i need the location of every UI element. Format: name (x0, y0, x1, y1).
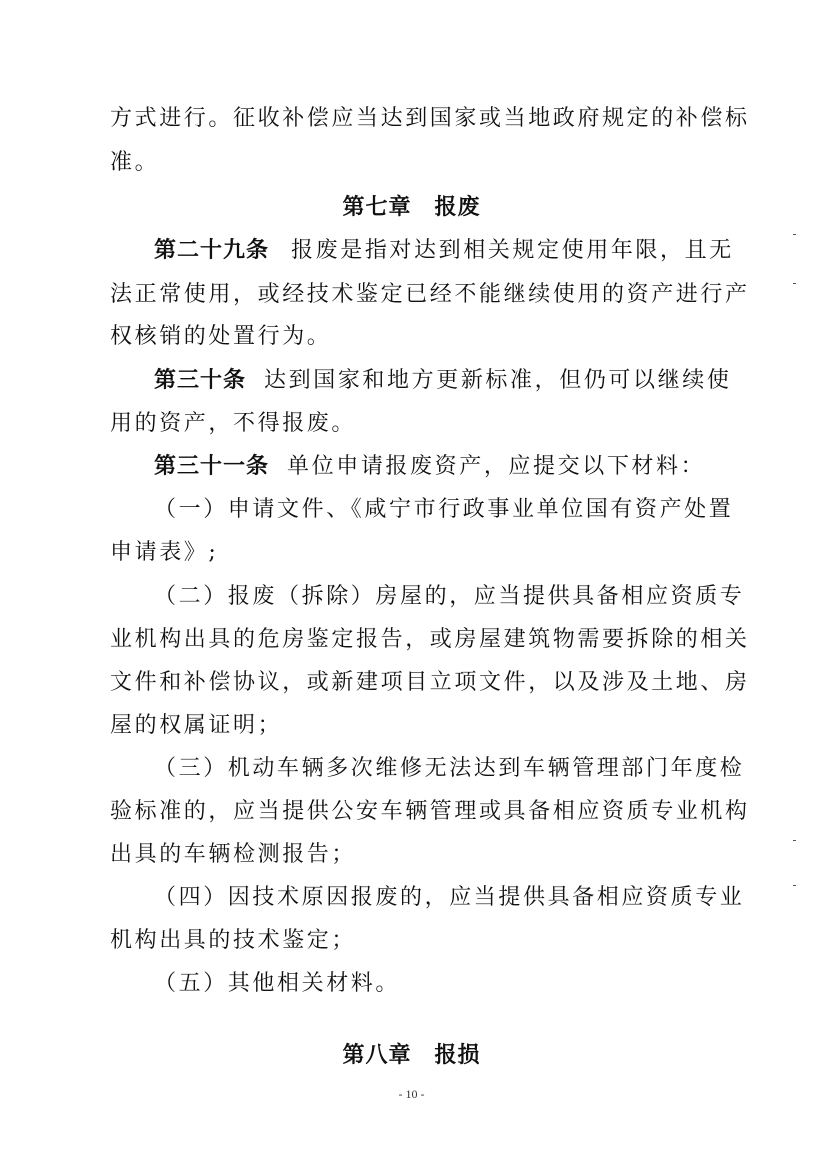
list-item-line: 屋的权属证明； (110, 713, 283, 738)
list-item-line: （四）因技术原因报废的，应当提供具备相应资质专业 (154, 885, 745, 910)
chapter-heading: 第七章 报废 (342, 195, 481, 220)
article-text: 单位申请报废资产，应提交以下材料： (287, 454, 706, 479)
list-item-line: （一）申请文件、《咸宁市行政事业单位国有资产处置 (154, 497, 734, 522)
paragraph-line: 方式进行。征收补偿应当达到国家或当地政府规定的补偿标 (110, 106, 750, 131)
list-item-line: 机构出具的技术鉴定； (110, 928, 357, 953)
article-text: 达到国家和地方更新标准，但仍可以继续使 (264, 368, 732, 393)
article-text: 报废是指对达到相关规定使用年限，且无 (291, 238, 734, 263)
article-label: 第三十条 (154, 368, 247, 393)
list-item-line: 业机构出具的危房鉴定报告，或房屋建筑物需要拆除的相关 (110, 627, 750, 652)
scan-mark (793, 234, 796, 235)
article-29-line: 权核销的处置行为。 (110, 324, 332, 349)
list-item-line: 文件和补偿协议，或新建项目立项文件，以及涉及土地、房 (110, 670, 750, 695)
article-label: 第三十一条 (154, 454, 270, 479)
chapter-heading: 第八章 报损 (342, 1043, 481, 1068)
list-item-line: （五）其他相关材料。 (154, 971, 401, 996)
list-item-line: （三）机动车辆多次维修无法达到车辆管理部门年度检 (154, 756, 745, 781)
list-item-line: 申请表》; (110, 540, 219, 565)
article-30-line: 用的资产，不得报废。 (110, 411, 357, 436)
article-30-line (154, 366, 732, 396)
page-number: - 10 - (398, 1087, 425, 1101)
paragraph-line: 准。 (110, 150, 160, 175)
article-31-line (154, 452, 706, 482)
list-item-line: （二）报废（拆除）房屋的，应当提供具备相应资质专 (154, 584, 745, 609)
list-item-line: 出具的车辆检测报告； (110, 842, 357, 867)
article-29-line (154, 236, 734, 266)
article-label: 第二十九条 (154, 238, 270, 263)
scan-mark (793, 283, 796, 284)
scan-mark (793, 885, 796, 886)
list-item-line: 验标准的，应当提供公安车辆管理或具备相应资质专业机构 (110, 799, 750, 824)
article-29-line: 法正常使用，或经技术鉴定已经不能继续使用的资产进行产 (110, 282, 750, 307)
scan-mark (793, 840, 796, 841)
